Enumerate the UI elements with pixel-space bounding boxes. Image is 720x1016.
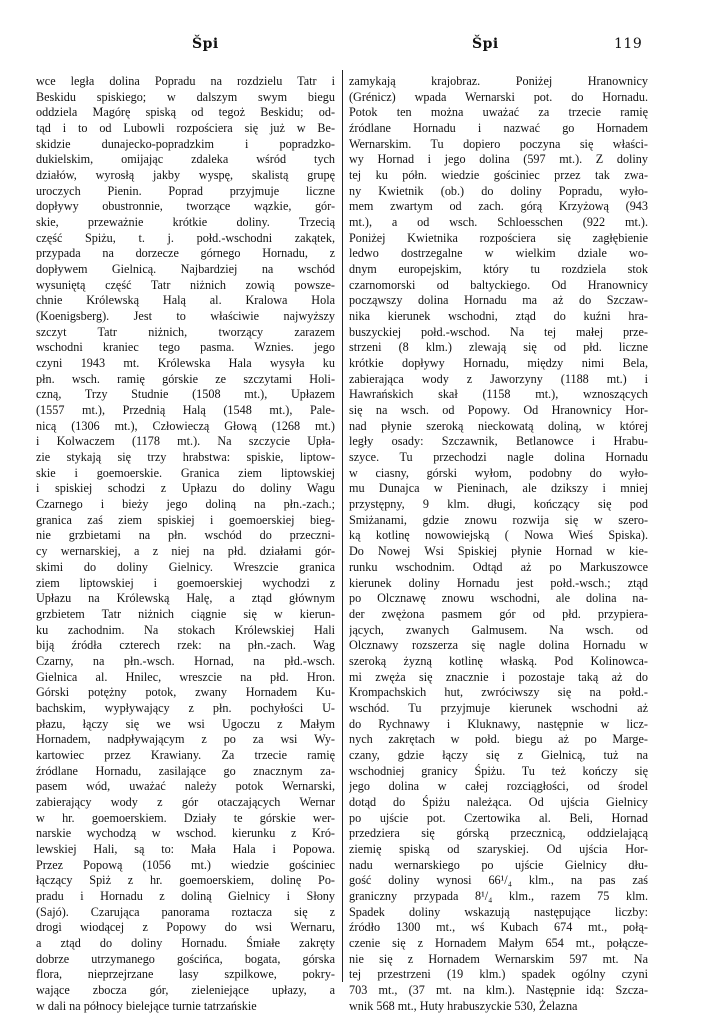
text-line: dukielskim, omijając zdaleka wśród tych: [36, 152, 335, 167]
text-line: wschodniej granicy Śpiżu. Tu też kończy się: [349, 763, 648, 778]
text-line: ką kotlinę nowowiejską ( Nowa Wieś Spiska).: [349, 528, 648, 543]
text-line: lewskiej Hali, są to: Mała Hala i Popowa.: [36, 841, 335, 856]
text-line: flora, nieprzejrzane lasy szpilkowe, pokry-: [36, 967, 335, 982]
text-line: szyce. Tu przechodzi nagle dolina Hornadu: [349, 450, 648, 465]
text-line: drogi wiodącej z Popowy do wsi Wernaru,: [36, 920, 335, 935]
text-line: przystępny, 9 klm. długi, kończący się pod: [349, 497, 648, 512]
text-line: biją źródła czterech rzek: na płn.-zach. Wag: [36, 638, 335, 653]
text-line: 703 mt., (37 mt. na klm.). Następnie idą: Szcza-: [349, 982, 648, 997]
text-line: przypada na dorzecze górnego Hornadu, z: [36, 246, 335, 261]
text-line: łączący Spiż z hr. goemoerskiem, dolinę Po-: [36, 873, 335, 888]
text-line: kierunek doliny Hornadu jest połd.-wsch.; ztąd: [349, 575, 648, 590]
text-line: uroczych Pienin. Poprad przyjmuje liczne: [36, 183, 335, 198]
text-line: skie, przeważnie krótkie doliny. Trzecią: [36, 215, 335, 230]
running-head-center: Špi: [472, 36, 499, 52]
text-line: tej przestrzeni (19 klm.) spadek ogólny czyni: [349, 967, 648, 982]
text-line: wy Hornad i jego dolina (597 mt.). Z doliny: [349, 152, 648, 167]
running-head-left: Špi: [192, 36, 219, 52]
text-line: przedziera się górską przecznicą, oddzielającą: [349, 826, 648, 841]
text-line: kartowiec przez Krawiany. Za trzecie ramię: [36, 747, 335, 762]
text-line: tąd i to od Lubowli rozpościera się już w Be-: [36, 121, 335, 136]
text-line: nadu wernarskiego po ujście Gielnicy dłu-: [349, 857, 648, 872]
text-line: wschód. Tu przyjmuje kierunek wschodni aż: [349, 700, 648, 715]
text-line: Hornadem, nadpływającym z po za wsi Wy-: [36, 732, 335, 747]
text-line: w dali na północy bielejące turnie tatrzańskie: [36, 998, 257, 1013]
text-line: Do Nowej Wsi Spiskiej płynie Hornad w kie-: [349, 544, 648, 559]
text-line: (Grénicz) wpada Wernarski pot. do Hornadu.: [349, 89, 648, 104]
text-line: wschodni kraniec tego pasma. Wznies. jego: [36, 340, 335, 355]
text-line: legły osady: Szczawnik, Betlanowce i Hrabu-: [349, 434, 648, 449]
text-line: zabierająca wody z Jaworzyny (1188 mt.) i: [349, 371, 648, 386]
text-line: płazu, łączy się we wsi Ugoczu z Małym: [36, 716, 335, 731]
text-line: narskie wychodzą w wschod. kierunku z Kró-: [36, 826, 335, 841]
text-line: ziem liptowskiej i goemoerskiej wychodzi z: [36, 575, 335, 590]
text-line: i Kolwaczem (1178 mt.). Na szczycie Upła-: [36, 434, 335, 449]
text-line: wysuniętą część Tatr niżnich zowią powsze-: [36, 277, 335, 292]
text-line: mu Dunajca w Pieninach, ale dzikszy i mniej: [349, 481, 648, 496]
text-line: (Koenigsberg). Jest to właściwie najwyższy: [36, 309, 335, 324]
text-line: po Olcznawę znowu wschodni, ale dolina na-: [349, 591, 648, 606]
text-line: nie grzbietami na płn. wschód do przeczni-: [36, 528, 335, 543]
text-line: runku wschodnim. Odtąd aż po Markuszowce: [349, 559, 648, 574]
text-line: czną, Trzy Studnie (1508 mt.), Upłazem: [36, 387, 335, 402]
text-line: w ciasny, górski wyłom, podobny do wyło-: [349, 465, 648, 480]
text-line: oddziela Magórę spiską od tegoż Beskidu; od-: [36, 105, 335, 120]
text-line: nicą (1306 mt.), Człowieczą Głową (1268 mt.): [36, 418, 335, 433]
text-line: pradu i Hornadu z doliną Gielnicy i Słony: [36, 888, 335, 903]
right-text-column: [349, 74, 648, 1014]
text-line: zabierający wody z gór otaczających Wernar: [36, 794, 335, 809]
text-line: Przez Popową (1056 mt.) wiedzie gościniec: [36, 857, 335, 872]
text-line: grzbietem Tatr niżnich ciągnie się w kierun-: [36, 606, 335, 621]
text-line: bachskim, wypływający z płn. pochyłości U-: [36, 700, 335, 715]
text-line: działów, wyrosłą jakby wyspę, skalistą grupę: [36, 168, 335, 183]
text-line: skie i goemoerskie. Granica ziem liptowskiej: [36, 465, 335, 480]
text-line: zamykają krajobraz. Poniżej Hranownicy: [349, 74, 648, 88]
text-line: mi zwęża się znacznie i pozostaje taką aż do: [349, 669, 648, 684]
text-line: (1557 mt.), Przednią Halą (1548 mt.), Pale-: [36, 403, 335, 418]
text-line: skidzie dunajecko-popradzkim i popradzko-: [36, 136, 335, 151]
page-number: 119: [614, 36, 643, 52]
text-line: szczyt Tatr niżnich, tworzący zarazem: [36, 324, 335, 339]
text-line: Spadek doliny wskazują następujące liczby:: [349, 904, 648, 919]
text-line: buszyckiej połd.-wschod. Na tej małej prze-: [349, 324, 648, 339]
text-line: Upłazu na Królewską Halę, a ztąd głównym: [36, 591, 335, 606]
text-line: cy wernarskiej, a z niej na płd. działami gór-: [36, 544, 335, 559]
text-line: nad płynie szeroką nieckowatą doliną, w której: [349, 418, 648, 433]
text-line: krótkie dopływy Hornadu, między nimi Bela,: [349, 356, 648, 371]
text-line: ny Kwietnik (ob.) do doliny Popradu, wyło-: [349, 183, 648, 198]
text-line: ziemię spiską od szaryskiej. Od ujścia Hor-: [349, 841, 648, 856]
text-line: dnym europejskim, który tu rozdziela stok: [349, 262, 648, 277]
left-text-column: [36, 74, 335, 1014]
text-line: źródlane Hornadu, zasilające go znacznym za-: [36, 763, 335, 778]
text-line: Wernarskim. Tu dopiero poczyna się właści-: [349, 136, 648, 151]
text-line: tej ku półn. wiedzie gościniec przez tak zwa-: [349, 168, 648, 183]
text-line: granica zaś ziem spiskiej i goemoerskiej bieg-: [36, 512, 335, 527]
text-line: ku zachodnim. Na stokach Królewskiej Hali: [36, 622, 335, 637]
text-line: dopływy obustronnie, tworzące wązkie, gór-: [36, 199, 335, 214]
text-line: Górski potężny potok, zwany Hornadem Ku-: [36, 685, 335, 700]
text-line: strzeni (8 klm.) zlewają się od płd. liczne: [349, 340, 648, 355]
text-line: Smiżanami, gdzie znowu rozwija się w szero-: [349, 512, 648, 527]
text-line: i spiskiej schodzi z Upłazu do doliny Wagu: [36, 481, 335, 496]
text-line: szeroką żyzną kotlinę właską. Pod Kolinowca-: [349, 653, 648, 668]
column-divider: [342, 70, 343, 982]
text-line: nie się z Hornadem Wernarskim 597 mt. Na: [349, 951, 648, 966]
text-line: zie stykają się trzy hrabstwa: spiskie, liptow-: [36, 450, 335, 465]
text-line: po ujście pot. Czertowika al. Beli, Hornad: [349, 810, 648, 825]
text-line: część Spiżu, t. j. połd.-wschodni zakątek,: [36, 230, 335, 245]
text-line: (Sajó). Czarująca panorama roztacza się z: [36, 904, 335, 919]
text-line: się na wsch. od Popowy. Od Hranownicy Hor-: [349, 403, 648, 418]
text-line: wające zbocza gór, zieleniejące upłazy, a: [36, 982, 335, 997]
text-line: dopływem Gielnicą. Najbardziej na wschód: [36, 262, 335, 277]
text-line: mem zwartym od zach. górą Krzyżową (943: [349, 199, 648, 214]
text-line: źródlane Hornadu i nazwać go Hornadem: [349, 121, 648, 136]
text-line: graniczny przypada 8¹/₄ klm., razem 75 klm.: [349, 888, 648, 903]
text-line: do Rychnawy i Kluknawy, następnie w licz-: [349, 716, 648, 731]
text-line: Potok ten można uważać za trzecie ramię: [349, 105, 648, 120]
text-line: dotąd do Śpiżu należąca. Od ujścia Gielnicy: [349, 794, 648, 809]
text-line: chnie Królewską Halą al. Kralowa Hola: [36, 293, 335, 308]
text-line: Czarnego i bieży jego doliną na płn.-zach.;: [36, 497, 335, 512]
text-line: źródło 1300 mt., wś Kubach 674 mt., połą-: [349, 920, 648, 935]
text-line: Poniżej Kwietnika rozpościera się zagłębienie: [349, 230, 648, 245]
text-line: Hawrańskich skał (1158 mt.), wznoszących: [349, 387, 648, 402]
text-line: Krompachskich hut, zwróciwszy się na połd.-: [349, 685, 648, 700]
text-line: skimi do doliny Gielnicy. Wreszcie granica: [36, 559, 335, 574]
text-line: jących, zwanych Galmusem. Na wsch. od: [349, 622, 648, 637]
text-line: nika kierunek wschodni, ztąd do kuźni hra-: [349, 309, 648, 324]
text-line: płn. wsch. ramię górskie ze szczytami Holi-: [36, 371, 335, 386]
text-line: Olcznawy rozszerza się nagle dolina Hornadu w: [349, 638, 648, 653]
text-line: ledwo dostrzegalne w wielkim dziale wo-: [349, 246, 648, 261]
text-line: jego dolina w całej rozciągłości, od środel: [349, 779, 648, 794]
text-line: wnik 568 mt., Huty hrabuszyckie 530, Żelazna: [349, 998, 578, 1013]
text-line: wce legła dolina Popradu na rozdzielu Tatr i: [36, 74, 335, 88]
text-line: mt.), a od wsch. Schloesschen (922 mt.).: [349, 215, 648, 230]
text-line: Czarny, na płn.-wsch. Hornad, na płd.-wsch.: [36, 653, 335, 668]
text-line: Beskidu spiskiego; w dalszym swym biegu: [36, 89, 335, 104]
text-line: czarnomorski od baltyckiego. Od Hranownicy: [349, 277, 648, 292]
text-line: czyni 1943 mt. Królewska Hala wysyła ku: [36, 356, 335, 371]
text-line: w hr. goemoerskiem. Działy te górskie wer-: [36, 810, 335, 825]
text-line: nych zakrętach w połd. biegu aż po Marge-: [349, 732, 648, 747]
text-line: gość doliny wynosi 66¹/₄ klm., na pas zaś: [349, 873, 648, 888]
text-line: a ztąd do doliny Hornadu. Śmiałe zakręty: [36, 935, 335, 950]
text-line: der zwężona pasmem gór od płd. przypiera-: [349, 606, 648, 621]
text-line: czany, gdzie łączy się z Gielnicą, tuż na: [349, 747, 648, 762]
text-line: począwszy dolina Hornadu ma aż do Szczaw-: [349, 293, 648, 308]
text-line: pasem wód, uważać należy potok Wernarski,: [36, 779, 335, 794]
text-line: dobrze utrzymanego gościńca, bogata, górska: [36, 951, 335, 966]
text-line: Gielnica al. Hnilec, wreszcie na płd. Hron.: [36, 669, 335, 684]
text-line: czenie się z Hornadem Małym 654 mt., połącze-: [349, 935, 648, 950]
